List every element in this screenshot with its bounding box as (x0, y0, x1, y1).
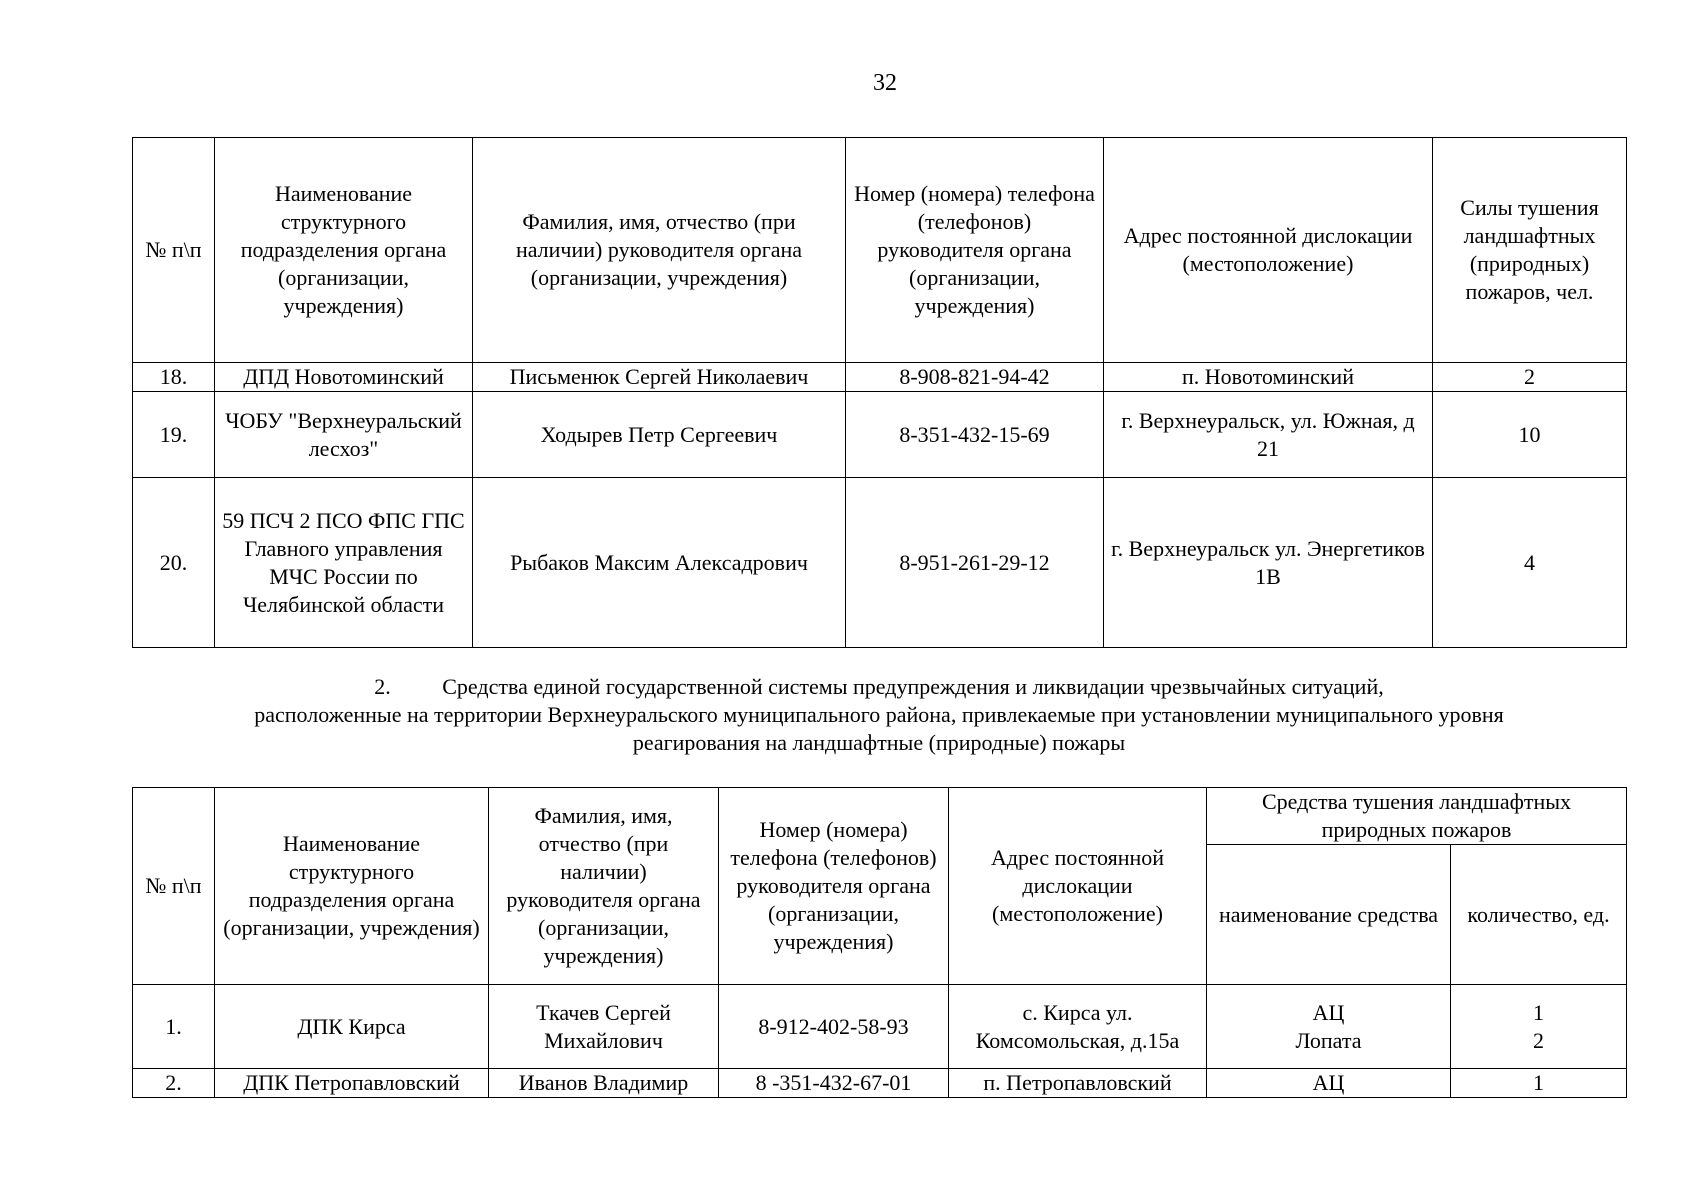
cell-address: п. Петропавловский (949, 1069, 1207, 1098)
forces-table (132, 137, 1627, 648)
cell-address: г. Верхнеуральск, ул. Южная, д 21 (1104, 392, 1433, 478)
cell-forces: 10 (1433, 392, 1627, 478)
col-header-name: Наименование структурного подразделения органа (организации, учреждения) (215, 788, 489, 985)
means-qty-item: 2 (1533, 1027, 1544, 1053)
col-header-head: Фамилия, имя, отчество (при наличии) руководителя органа (организации, учреждения) (473, 138, 846, 363)
section-number: 2. (374, 674, 391, 699)
col-header-num: № п\п (133, 788, 215, 985)
section-heading-line-1 (132, 673, 1626, 701)
cell-phone: 8-912-402-58-93 (719, 985, 949, 1069)
table-row (133, 392, 1627, 478)
cell-head: Ткачев Сергей Михайлович (489, 985, 719, 1069)
cell-head: Рыбаков Максим Алексадрович (473, 478, 846, 648)
col-header-address: Адрес постоянной дислокации (местоположение) (1104, 138, 1433, 363)
table-row (133, 1069, 1627, 1098)
table-row (133, 985, 1627, 1069)
cell-phone: 8-351-432-15-69 (846, 392, 1104, 478)
col-header-means-qty: количество, ед. (1451, 845, 1627, 985)
col-header-phone: Номер (номера) телефона (телефонов) руководителя органа (организации, учреждения) (846, 138, 1104, 363)
table-header-row (133, 138, 1627, 363)
table-header-row (133, 788, 1627, 845)
cell-head: Иванов Владимир (489, 1069, 719, 1098)
cell-address: п. Новотоминский (1104, 363, 1433, 392)
col-header-address: Адрес постоянной дислокации (местоположение) (949, 788, 1207, 985)
cell-address: г. Верхнеуральск ул. Энергетиков 1В (1104, 478, 1433, 648)
cell-name: ДПД Новотоминский (215, 363, 473, 392)
cell-means-name: АЦ (1207, 1069, 1451, 1098)
means-name-item: Лопата (1295, 1027, 1362, 1053)
col-header-head: Фамилия, имя, отчество (при наличии) руководителя органа (организации, учреждения) (489, 788, 719, 985)
cell-num: 1. (133, 985, 215, 1069)
cell-means-name (1207, 985, 1451, 1069)
cell-name: ДПК Кирса (215, 985, 489, 1069)
cell-num: 18. (133, 363, 215, 392)
table-row (133, 363, 1627, 392)
cell-forces: 2 (1433, 363, 1627, 392)
col-header-means-group: Средства тушения ландшафтных природных пожаров (1207, 788, 1627, 845)
col-header-means-name: наименование средства (1207, 845, 1451, 985)
cell-phone: 8-951-261-29-12 (846, 478, 1104, 648)
cell-head: Письменюк Сергей Николаевич (473, 363, 846, 392)
cell-address: с. Кирса ул. Комсомольская, д.15а (949, 985, 1207, 1069)
cell-phone: 8 -351-432-67-01 (719, 1069, 949, 1098)
cell-num: 2. (133, 1069, 215, 1098)
cell-num: 19. (133, 392, 215, 478)
col-header-num: № п\п (133, 138, 215, 363)
means-qty-item: 1 (1533, 999, 1544, 1025)
section-title-line-3: реагирования на ландшафтные (природные) пожары (632, 730, 1126, 755)
col-header-name: Наименование структурного подразделения органа (организации, учреждения) (215, 138, 473, 363)
section-title-line-2: расположенные на территории Верхнеуральского муниципального района, привлекаемые при установлении муниципального уровня (254, 702, 1504, 727)
cell-name: ЧОБУ "Верхнеуральский лесхоз" (215, 392, 473, 478)
section-title-line-1: Средства единой государственной системы предупреждения и ликвидации чрезвычайных ситуаций, (442, 674, 1384, 699)
means-name-item: АЦ (1312, 999, 1345, 1025)
section-heading (132, 673, 1626, 757)
col-header-phone: Номер (номера) телефона (телефонов) руководителя органа (организации, учреждения) (719, 788, 949, 985)
col-header-forces: Силы тушения ландшафтных (природных) пожаров, чел. (1433, 138, 1627, 363)
table-row (133, 478, 1627, 648)
cell-name: 59 ПСЧ 2 ПСО ФПС ГПС Главного управления МЧС России по Челябинской области (215, 478, 473, 648)
cell-means-qty: 1 (1451, 1069, 1627, 1098)
means-table (132, 787, 1627, 1098)
page-number: 32 (873, 70, 897, 96)
cell-num: 20. (133, 478, 215, 648)
cell-head: Ходырев Петр Сергеевич (473, 392, 846, 478)
cell-phone: 8-908-821-94-42 (846, 363, 1104, 392)
cell-name: ДПК Петропавловский (215, 1069, 489, 1098)
cell-forces: 4 (1433, 478, 1627, 648)
cell-means-qty (1451, 985, 1627, 1069)
